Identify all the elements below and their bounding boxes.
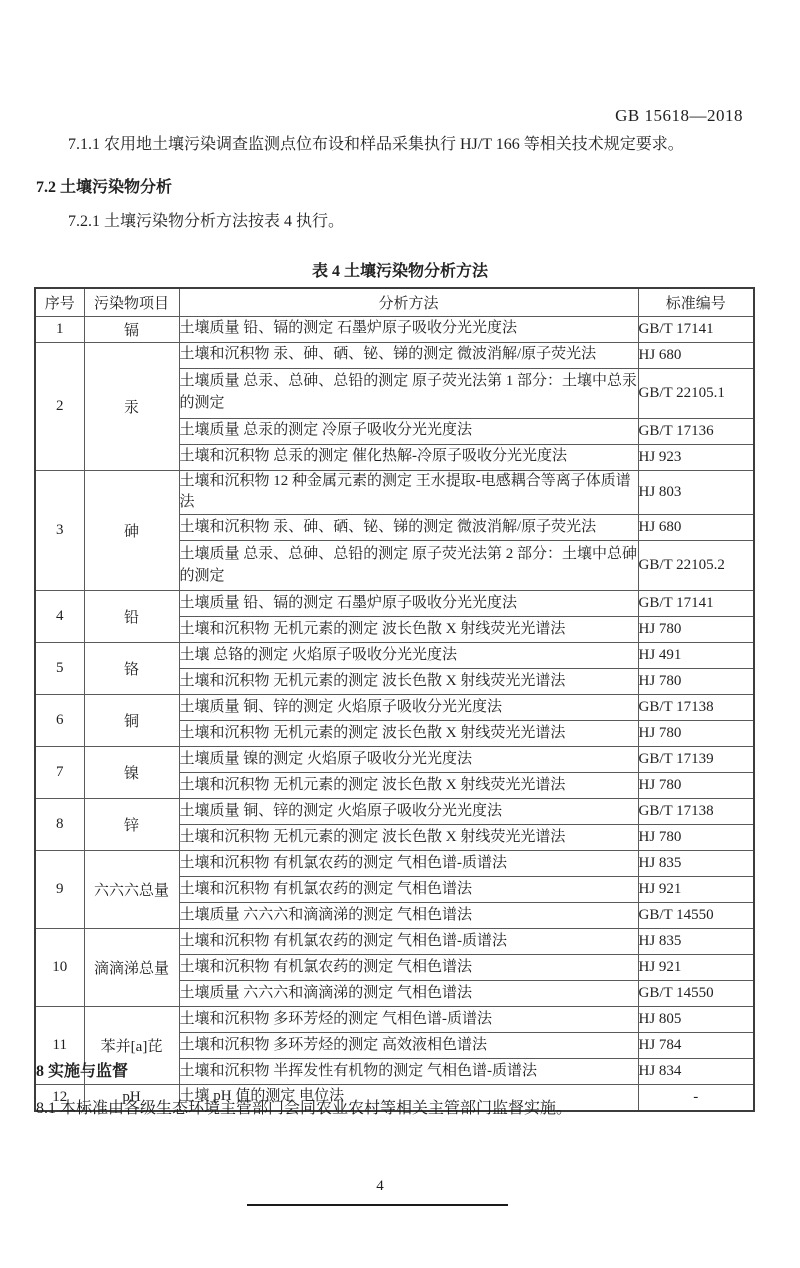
cell-standard-number: HJ 780 [638,669,754,695]
cell-pollutant: 砷 [84,470,179,591]
cell-standard-number: GB/T 17139 [638,747,754,773]
cell-analysis-method: 土壤质量 铅、镉的测定 石墨炉原子吸收分光光度法 [179,591,638,617]
cell-standard-number: HJ 921 [638,955,754,981]
cell-pollutant: 镉 [84,316,179,342]
cell-standard-number: GB/T 17136 [638,418,754,444]
paragraph-7-1-1: 7.1.1 农用地土壤污染调查监测点位布设和样品采集执行 HJ/T 166 等相关技术规定要求。 [68,136,684,153]
cell-standard-number: HJ 921 [638,877,754,903]
cell-row-number: 10 [35,929,84,1007]
cell-analysis-method: 土壤和沉积物 汞、砷、硒、铋、锑的测定 微波消解/原子荧光法 [179,342,638,368]
cell-row-number: 1 [35,316,84,342]
cell-analysis-method: 土壤质量 六六六和滴滴涕的测定 气相色谱法 [179,903,638,929]
cell-analysis-method: 土壤 pH 值的测定 电位法 [179,1085,638,1111]
cell-analysis-method: 土壤质量 镍的测定 火焰原子吸收分光光度法 [179,747,638,773]
column-header-no: 序号 [35,288,84,316]
cell-standard-number: HJ 835 [638,851,754,877]
cell-row-number: 4 [35,591,84,643]
paragraph-7-2-1: 7.2.1 土壤污染物分析方法按表 4 执行。 [68,213,345,230]
cell-standard-number: HJ 784 [638,1033,754,1059]
cell-analysis-method: 土壤质量 铜、锌的测定 火焰原子吸收分光光度法 [179,799,638,825]
cell-analysis-method: 土壤质量 铅、镉的测定 石墨炉原子吸收分光光度法 [179,316,638,342]
cell-pollutant: pH [84,1085,179,1111]
cell-analysis-method: 土壤和沉积物 无机元素的测定 波长色散 X 射线荧光光谱法 [179,773,638,799]
cell-standard-number: HJ 834 [638,1059,754,1085]
cell-analysis-method: 土壤和沉积物 总汞的测定 催化热解-冷原子吸收分光光度法 [179,444,638,470]
cell-analysis-method: 土壤 总铬的测定 火焰原子吸收分光光度法 [179,643,638,669]
cell-analysis-method: 土壤和沉积物 无机元素的测定 波长色散 X 射线荧光光谱法 [179,617,638,643]
cell-pollutant: 锌 [84,799,179,851]
cell-analysis-method: 土壤和沉积物 有机氯农药的测定 气相色谱法 [179,877,638,903]
cell-analysis-method: 土壤和沉积物 无机元素的测定 波长色散 X 射线荧光光谱法 [179,669,638,695]
cell-standard-number: GB/T 17141 [638,591,754,617]
cell-standard-number: HJ 803 [638,470,754,515]
table-row [35,316,754,342]
column-header-standard: 标准编号 [638,288,754,316]
cell-analysis-method: 土壤质量 总汞、总砷、总铅的测定 原子荧光法第 2 部分：土壤中总砷的测定 [179,541,638,591]
cell-analysis-method: 土壤和沉积物 多环芳烃的测定 高效液相色谱法 [179,1033,638,1059]
cell-standard-number: HJ 780 [638,825,754,851]
cell-pollutant: 镍 [84,747,179,799]
cell-analysis-method: 土壤和沉积物 有机氯农药的测定 气相色谱-质谱法 [179,929,638,955]
table-row [35,929,754,955]
cell-analysis-method: 土壤和沉积物 多环芳烃的测定 气相色谱-质谱法 [179,1007,638,1033]
table-row [35,643,754,669]
cell-analysis-method: 土壤质量 总汞的测定 冷原子吸收分光光度法 [179,418,638,444]
cell-standard-number: HJ 835 [638,929,754,955]
table-header-row [35,288,754,316]
cell-standard-number: HJ 780 [638,617,754,643]
doc-number: GB 15618—2018 [615,106,743,125]
cell-analysis-method: 土壤质量 六六六和滴滴涕的测定 气相色谱法 [179,981,638,1007]
column-header-pollutant: 污染物项目 [84,288,179,316]
cell-row-number: 6 [35,695,84,747]
section-heading-7-2: 7.2 土壤污染物分析 [36,179,173,196]
cell-standard-number: - [638,1085,754,1111]
cell-standard-number: GB/T 17138 [638,799,754,825]
cell-pollutant: 铜 [84,695,179,747]
table-row [35,695,754,721]
cell-row-number: 11 [35,1007,84,1085]
cell-row-number: 5 [35,643,84,695]
cell-analysis-method: 土壤和沉积物 无机元素的测定 波长色散 X 射线荧光光谱法 [179,825,638,851]
table-row [35,747,754,773]
footer-page-number: 4 [376,1178,384,1194]
cell-standard-number: HJ 491 [638,643,754,669]
cell-analysis-method: 土壤和沉积物 无机元素的测定 波长色散 X 射线荧光光谱法 [179,721,638,747]
table-row [35,851,754,877]
cell-standard-number: GB/T 14550 [638,981,754,1007]
table-row [35,342,754,368]
cell-analysis-method: 土壤和沉积物 有机氯农药的测定 气相色谱法 [179,955,638,981]
table-row [35,470,754,515]
cell-standard-number: HJ 805 [638,1007,754,1033]
cell-standard-number: GB/T 22105.2 [638,541,754,591]
cell-analysis-method: 土壤和沉积物 半挥发性有机物的测定 气相色谱-质谱法 [179,1059,638,1085]
cell-pollutant: 汞 [84,342,179,470]
column-header-method: 分析方法 [179,288,638,316]
table-row [35,799,754,825]
cell-analysis-method: 土壤和沉积物 12 种金属元素的测定 王水提取-电感耦合等离子体质谱法 [179,470,638,515]
paragraph-8-1: 8.1 本标准由各级生态环境主管部门会同农业农村等相关主管部门监督实施。 [36,1100,573,1117]
pollutant-analysis-table [34,287,755,1112]
cell-row-number: 7 [35,747,84,799]
cell-standard-number: HJ 680 [638,515,754,541]
cell-standard-number: HJ 780 [638,773,754,799]
cell-pollutant: 滴滴涕总量 [84,929,179,1007]
cell-analysis-method: 土壤和沉积物 汞、砷、硒、铋、锑的测定 微波消解/原子荧光法 [179,515,638,541]
cell-pollutant: 铬 [84,643,179,695]
cell-row-number: 9 [35,851,84,929]
cell-row-number: 12 [35,1085,84,1111]
cell-analysis-method: 土壤和沉积物 有机氯农药的测定 气相色谱-质谱法 [179,851,638,877]
cell-standard-number: HJ 780 [638,721,754,747]
cell-standard-number: HJ 680 [638,342,754,368]
cell-row-number: 3 [35,470,84,591]
table-row [35,1007,754,1033]
cell-pollutant: 铅 [84,591,179,643]
table-title: 表 4 土壤污染物分析方法 [311,263,488,280]
cell-row-number: 8 [35,799,84,851]
cell-analysis-method: 土壤质量 铜、锌的测定 火焰原子吸收分光光度法 [179,695,638,721]
footer-rule [247,1204,508,1206]
cell-standard-number: GB/T 14550 [638,903,754,929]
cell-row-number: 2 [35,342,84,470]
cell-standard-number: GB/T 17141 [638,316,754,342]
cell-pollutant: 苯并[a]芘 [84,1007,179,1085]
cell-pollutant: 六六六总量 [84,851,179,929]
table-row [35,591,754,617]
cell-standard-number: GB/T 22105.1 [638,368,754,418]
cell-standard-number: HJ 923 [638,444,754,470]
section-heading-8: 8 实施与监督 [36,1063,129,1080]
cell-standard-number: GB/T 17138 [638,695,754,721]
cell-analysis-method: 土壤质量 总汞、总砷、总铅的测定 原子荧光法第 1 部分：土壤中总汞的测定 [179,368,638,418]
